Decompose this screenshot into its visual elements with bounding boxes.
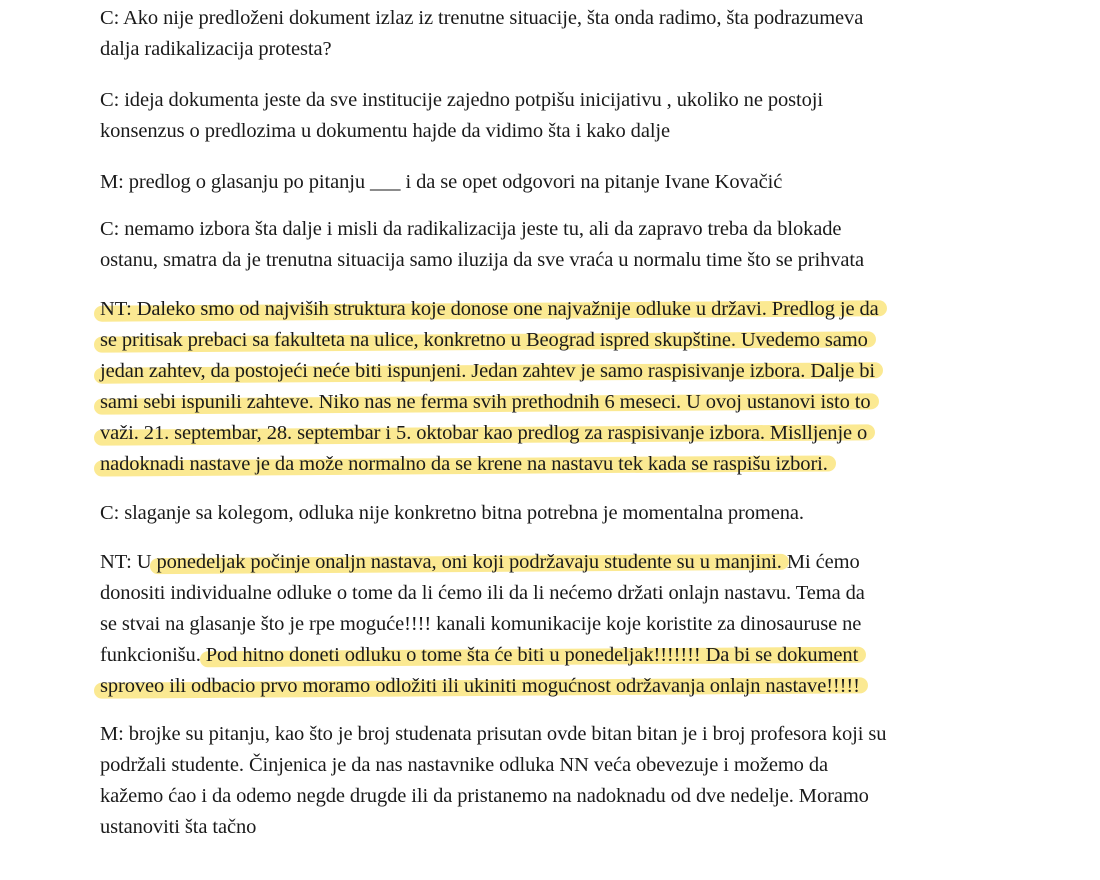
highlighted-text: NT: Daleko smo od najviših struktura koje donose one najvažnije odluke u državi. Predlog je da	[100, 298, 879, 320]
highlighted-text: sami sebi ispunili zahteve. Niko nas ne ferma svih prethodnih 6 meseci. U ovoj ustanovi isto to	[100, 391, 871, 413]
paragraph-2	[100, 85, 1060, 147]
text-line	[100, 356, 1060, 387]
highlighted-text: Pod hitno doneti odluku o tome šta će biti u ponedeljak!!!!!!! Da bi se dokument	[205, 644, 859, 666]
text-line	[100, 547, 1060, 578]
text-line: ustanoviti šta tačno	[100, 816, 257, 838]
plain-text: Mi ćemo	[781, 551, 860, 573]
text-line: kažemo ćao i da odemo negde drugde ili da pristanemo na nadoknadu od dve nedelje. Moramo	[100, 785, 869, 807]
paragraph-6	[100, 498, 1060, 529]
text-line	[100, 294, 1060, 325]
paragraph-3	[100, 167, 1060, 198]
highlighted-text: važi. 21. septembar, 28. septembar i 5. oktobar kao predlog za raspisivanje izbora. Mislljenje o	[100, 422, 868, 444]
paragraph-8	[100, 719, 1060, 843]
text-line: M: brojke su pitanju, kao što je broj studenata prisutan ovde bitan bitan je i broj profesora koji su	[100, 723, 887, 745]
plain-text: NT: U	[100, 551, 157, 573]
highlighted-text: sproveo ili odbacio prvo moramo odložiti ili ukiniti mogućnost održavanja onlajn nastave!!!!!	[100, 675, 860, 697]
text-line	[100, 325, 1060, 356]
text-line: konsenzus o predlozima u dokumentu hajde da vidimo šta i kako dalje	[100, 120, 671, 142]
highlighted-text: ponedeljak počinje onaljn nastava, oni koji podržavaju studente su u manjini.	[156, 551, 782, 573]
text-line: dalja radikalizacija protesta?	[100, 38, 332, 60]
paragraph-5-highlighted	[100, 294, 1060, 480]
text-line: C: nemamo izbora šta dalje i misli da radikalizacija jeste tu, ali da zapravo treba da blokade	[100, 218, 842, 240]
highlighted-text: se pritisak prebaci sa fakulteta na ulice, konkretno u Beograd ispred skupštine. Uvedemo samo	[100, 329, 868, 351]
paragraph-1	[100, 3, 1060, 65]
text-line: donositi individualne odluke o tome da li ćemo ili da li nećemo držati onlajn nastavu. Tema da	[100, 582, 865, 604]
text-line	[100, 387, 1060, 418]
text-line: se stvai na glasanje što je rpe moguće!!!! kanali komunikacije koje koristite za dinosauruse ne	[100, 613, 862, 635]
highlighted-text: jedan zahtev, da postojeći neće biti ispunjeni. Jedan zahtev je samo raspisivanje izbora. Dalje bi	[100, 360, 875, 382]
text-line: podržali studente. Činjenica je da nas nastavnike odluka NN veća obevezuje i možemo da	[100, 754, 828, 776]
highlighted-text: nadoknadi nastave je da može normalno da se krene na nastavu tek kada se raspišu izbori.	[100, 453, 828, 475]
paragraph-7	[100, 547, 1060, 702]
text-line: C: Ako nije predloženi dokument izlaz iz trenutne situacije, šta onda radimo, šta podrazumeva	[100, 7, 864, 29]
paragraph-4	[100, 214, 1060, 276]
text-line	[100, 640, 1060, 671]
text-line: M: predlog o glasanju po pitanju ___ i da se opet odgovori na pitanje Ivane Kovačić	[100, 171, 783, 193]
text-line	[100, 449, 1060, 480]
text-line: C: slaganje sa kolegom, odluka nije konkretno bitna potrebna je momentalna promena.	[100, 502, 804, 524]
text-line: ostanu, smatra da je trenutna situacija samo iluzija da sve vraća u normalu time što se prihvata	[100, 249, 865, 271]
text-line	[100, 418, 1060, 449]
text-line: C: ideja dokumenta jeste da sve institucije zajedno potpišu inicijativu , ukoliko ne postoji	[100, 89, 823, 111]
text-line	[100, 671, 1060, 702]
plain-text: funkcionišu.	[100, 644, 206, 666]
